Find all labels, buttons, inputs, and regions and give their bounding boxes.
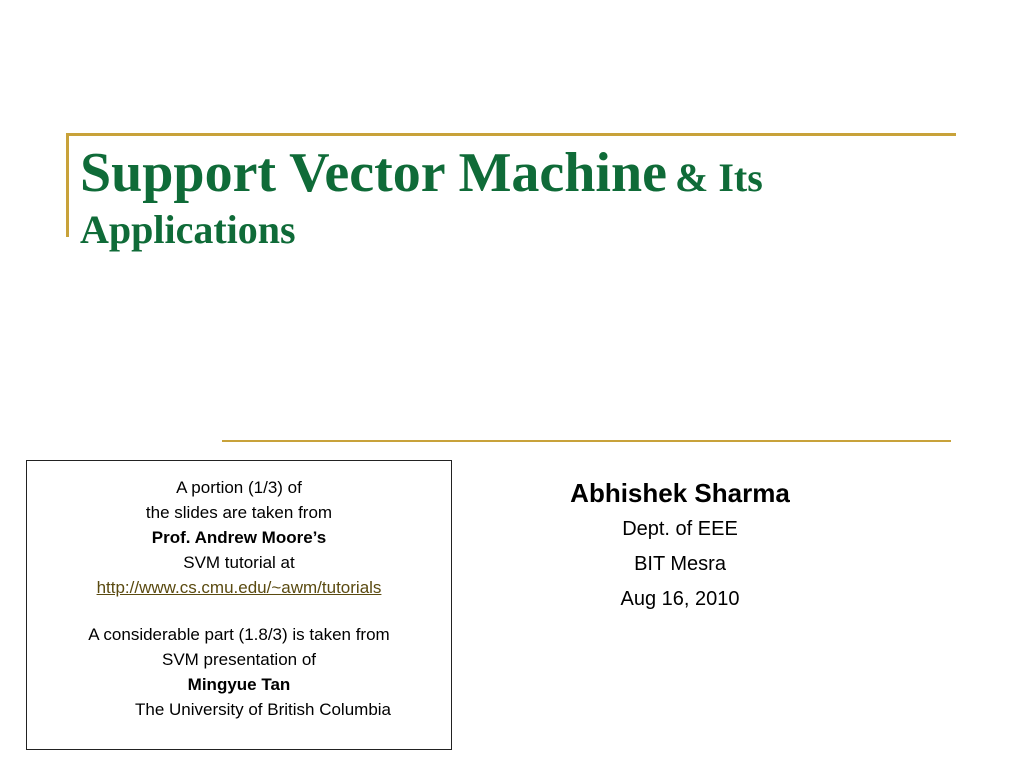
note-line-4: SVM tutorial at: [183, 553, 295, 572]
slide-title: [80, 140, 940, 253]
note-line-7: SVM presentation of: [161, 650, 317, 669]
note-line-2: the slides are taken from: [145, 503, 333, 522]
note-spacer: [27, 600, 451, 622]
note-line-3: Prof. Andrew Moore’s: [151, 528, 327, 547]
attribution-box: [26, 460, 452, 750]
author-date: Aug 16, 2010: [620, 588, 740, 610]
tutorial-link[interactable]: http://www.cs.cmu.edu/~awm/tutorials: [96, 578, 382, 597]
note-line-6: A considerable part (1.8/3) is taken from: [88, 625, 390, 644]
title-left-rule: [66, 133, 69, 237]
note-line-9: The University of British Columbia: [134, 700, 392, 719]
title-main-tail: & Its: [675, 155, 763, 200]
author-dept: Dept. of EEE: [622, 518, 738, 540]
title-top-rule: [66, 133, 956, 136]
note-line-1: A portion (1/3) of: [176, 478, 302, 497]
title-bottom-rule: [222, 440, 951, 442]
author-name: Abhishek Sharma: [570, 478, 790, 508]
note-line-8: Mingyue Tan: [187, 675, 291, 694]
title-line2: Applications: [80, 207, 296, 253]
author-block: [500, 474, 860, 617]
title-main: Support Vector Machine: [80, 142, 667, 204]
author-institute: BIT Mesra: [634, 553, 726, 575]
